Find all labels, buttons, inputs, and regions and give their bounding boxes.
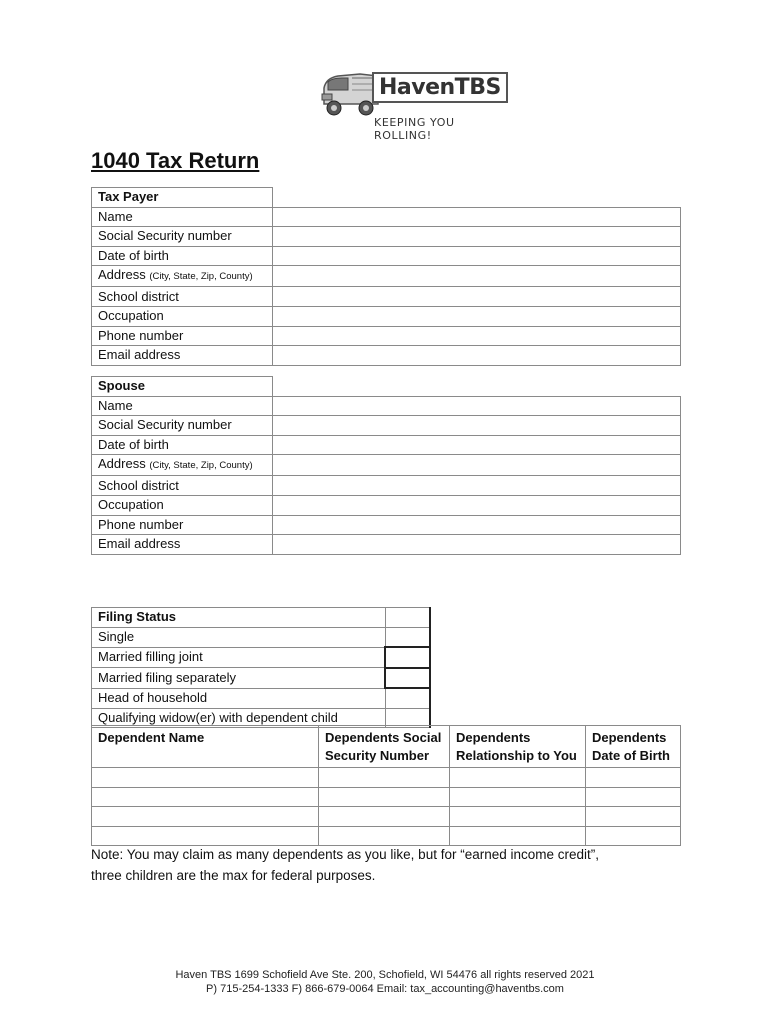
spouse-row — [92, 455, 681, 476]
filing-option-label: Married filling joint — [92, 647, 386, 668]
field-label: Name — [98, 397, 133, 413]
taxpayer-row — [92, 227, 681, 247]
logo-brand: HavenTBS — [372, 72, 508, 103]
taxpayer-ssn-input[interactable] — [273, 227, 681, 247]
dependent-dob-cell[interactable] — [586, 826, 681, 846]
field-label: Occupation — [98, 497, 164, 513]
dependent-dob-cell[interactable] — [586, 768, 681, 788]
spouse-header: Spouse — [92, 377, 273, 397]
taxpayer-email-input[interactable] — [273, 346, 681, 366]
field-label: Phone number — [98, 327, 184, 343]
field-note: (City, State, Zip, County) — [149, 271, 253, 283]
spouse-email-input[interactable] — [273, 535, 681, 555]
field-label: Date of birth — [98, 437, 169, 453]
taxpayer-school-input[interactable] — [273, 287, 681, 307]
dependent-name-cell[interactable] — [92, 787, 319, 807]
taxpayer-row — [92, 326, 681, 346]
field-note: (City, State, Zip, County) — [149, 460, 253, 472]
page-footer — [0, 968, 770, 996]
note-line-1: Note: You may claim as many dependents as you like, but for “earned income credit”, — [91, 847, 600, 862]
filing-option-label: Head of household — [92, 688, 386, 708]
spouse-row — [92, 515, 681, 535]
havenbs-logo — [318, 60, 501, 142]
field-label: Email address — [98, 347, 181, 363]
spouse-row — [92, 435, 681, 455]
filing-hoh-checkbox[interactable] — [385, 688, 430, 708]
dependent-relationship-cell[interactable] — [450, 787, 586, 807]
dependent-ssn-cell[interactable] — [319, 826, 450, 846]
field-label: Address — [98, 456, 146, 472]
spouse-row — [92, 416, 681, 436]
dependent-relationship-cell[interactable] — [450, 826, 586, 846]
filing-option-label: Qualifying widow(er) with dependent child — [92, 708, 386, 728]
taxpayer-header: Tax Payer — [92, 188, 273, 208]
field-label: School district — [98, 477, 179, 493]
field-label: Email address — [98, 536, 181, 552]
taxpayer-row — [92, 287, 681, 307]
field-label: Social Security number — [98, 228, 232, 244]
dependent-row — [92, 826, 681, 846]
dependents-note — [91, 844, 691, 886]
taxpayer-phone-input[interactable] — [273, 326, 681, 346]
dependent-relationship-cell[interactable] — [450, 807, 586, 827]
taxpayer-dob-input[interactable] — [273, 246, 681, 266]
spouse-occupation-input[interactable] — [273, 495, 681, 515]
page-title: 1040 Tax Return — [91, 148, 260, 173]
taxpayer-table — [91, 187, 681, 366]
dependents-table — [91, 725, 681, 846]
spouse-row — [92, 535, 681, 555]
field-label: Date of birth — [98, 248, 169, 264]
taxpayer-row — [92, 346, 681, 366]
dependent-name-header: Dependent Name — [92, 726, 319, 768]
spouse-table — [91, 376, 681, 555]
dependent-ssn-cell[interactable] — [319, 787, 450, 807]
dependent-ssn-cell[interactable] — [319, 807, 450, 827]
field-label: School district — [98, 288, 179, 304]
field-label: Occupation — [98, 308, 164, 324]
dependent-name-cell[interactable] — [92, 768, 319, 788]
taxpayer-address-input[interactable] — [273, 266, 681, 287]
dependent-dob-header: Dependents Date of Birth — [586, 726, 681, 768]
spouse-name-input[interactable] — [273, 396, 681, 416]
spouse-row — [92, 396, 681, 416]
spouse-row — [92, 476, 681, 496]
field-label: Social Security number — [98, 417, 232, 433]
spouse-ssn-input[interactable] — [273, 416, 681, 436]
spouse-dob-input[interactable] — [273, 435, 681, 455]
footer-contact: P) 715-254-1333 F) 866-679-0064 Email: tax_accounting@haventbs.com — [206, 983, 564, 995]
spouse-row — [92, 495, 681, 515]
dependent-relationship-header: Dependents Relationship to You — [450, 726, 586, 768]
field-label: Phone number — [98, 516, 184, 532]
filing-status-table — [91, 607, 431, 728]
spouse-phone-input[interactable] — [273, 515, 681, 535]
filing-option-label: Single — [92, 627, 386, 647]
dependent-ssn-cell[interactable] — [319, 768, 450, 788]
dependent-relationship-cell[interactable] — [450, 768, 586, 788]
dependent-row — [92, 807, 681, 827]
dependent-ssn-header: Dependents Social Security Number — [319, 726, 450, 768]
dependent-name-cell[interactable] — [92, 807, 319, 827]
filing-option-label: Married filing separately — [92, 668, 386, 689]
taxpayer-row — [92, 306, 681, 326]
taxpayer-name-input[interactable] — [273, 207, 681, 227]
filing-status-header: Filing Status — [92, 608, 386, 628]
taxpayer-row — [92, 266, 681, 287]
dependent-name-cell[interactable] — [92, 826, 319, 846]
note-line-2: three children are the max for federal purposes. — [91, 868, 376, 883]
dependent-dob-cell[interactable] — [586, 787, 681, 807]
footer-address: Haven TBS 1699 Schofield Ave Ste. 200, Schofield, WI 54476 all rights reserved 2021 — [175, 969, 595, 981]
taxpayer-occupation-input[interactable] — [273, 306, 681, 326]
filing-joint-checkbox[interactable] — [385, 647, 430, 668]
taxpayer-row — [92, 246, 681, 266]
spouse-school-input[interactable] — [273, 476, 681, 496]
dependent-row — [92, 768, 681, 788]
field-label: Address — [98, 267, 146, 283]
field-label: Name — [98, 208, 133, 224]
taxpayer-row — [92, 207, 681, 227]
dependent-row — [92, 787, 681, 807]
filing-single-checkbox[interactable] — [385, 627, 430, 647]
filing-separate-checkbox[interactable] — [385, 668, 430, 689]
logo-tagline: KEEPING YOU ROLLING! — [374, 116, 455, 142]
spouse-address-input[interactable] — [273, 455, 681, 476]
dependent-dob-cell[interactable] — [586, 807, 681, 827]
